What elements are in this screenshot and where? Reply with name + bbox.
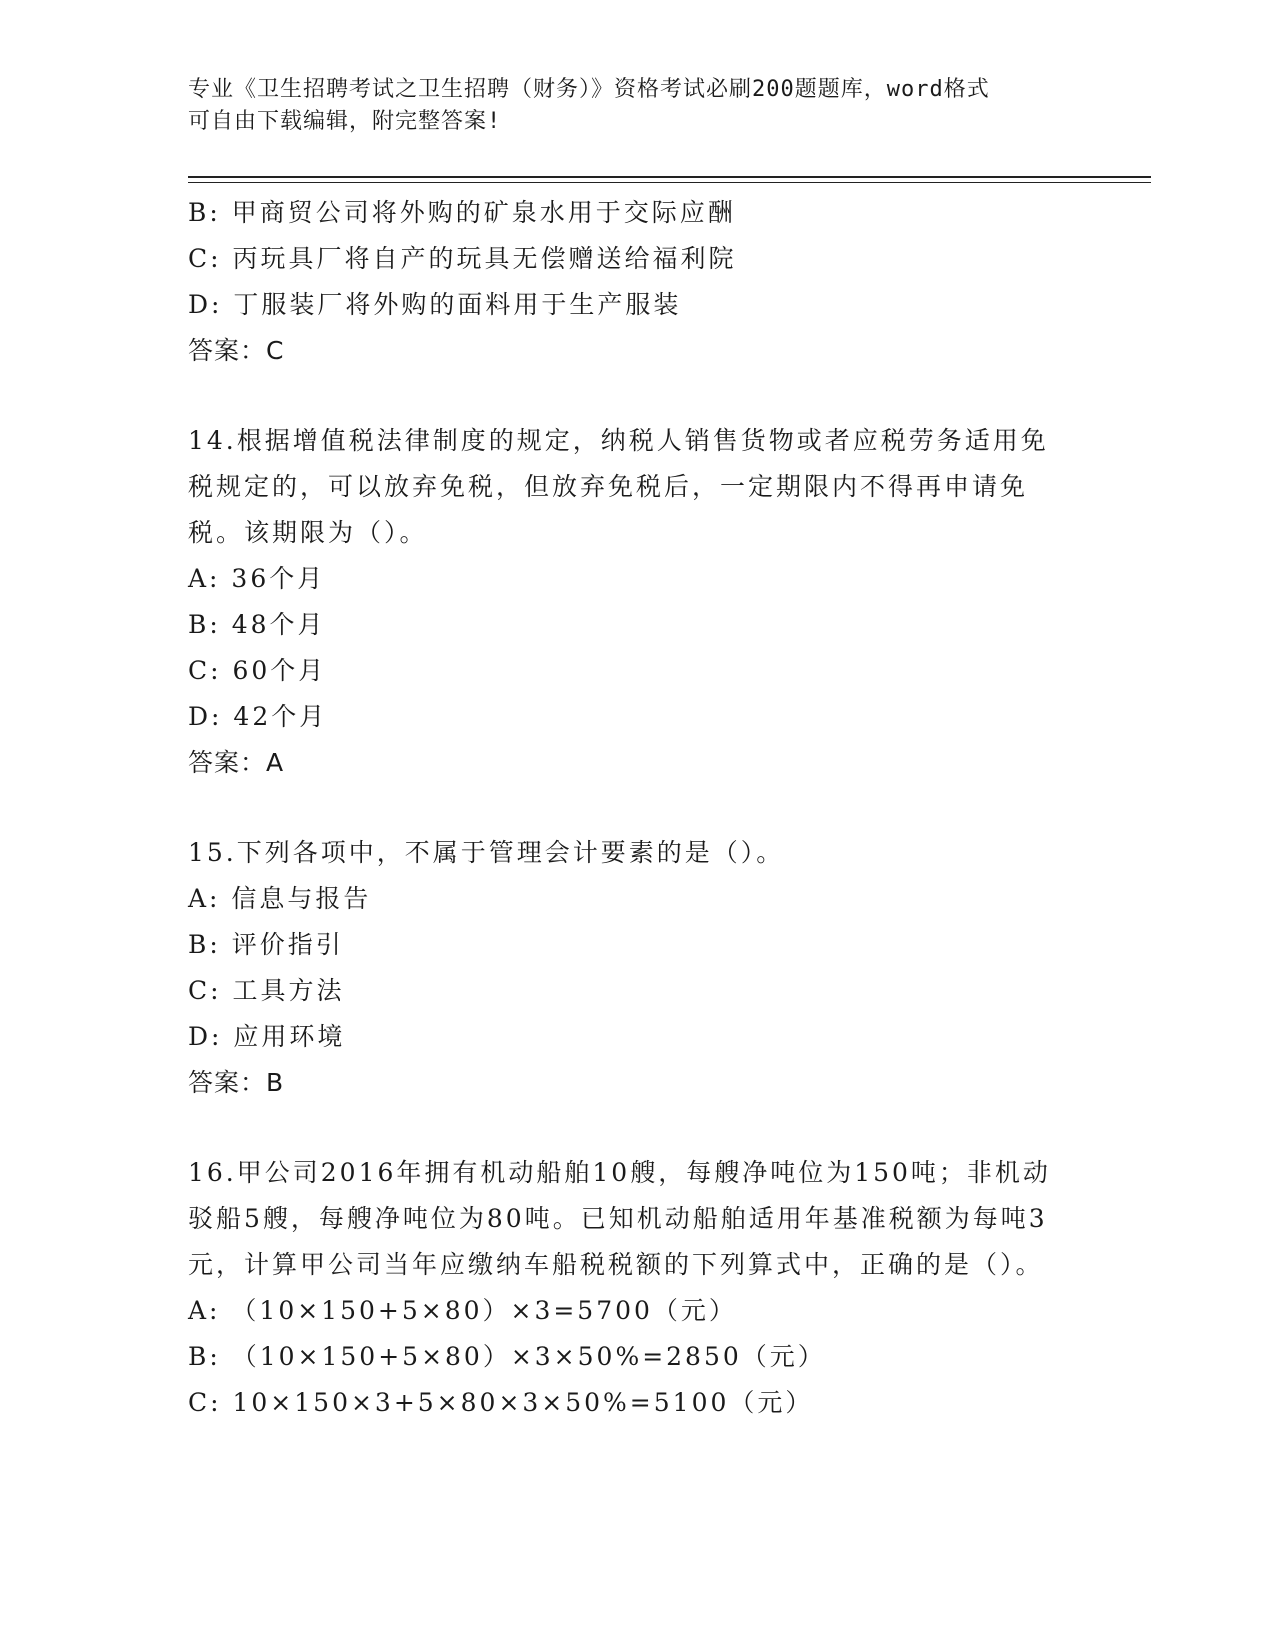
option-a: A: （10×150+5×80）×3=5700（元） <box>188 1296 737 1325</box>
header-rule-thin <box>188 182 1151 183</box>
question-14-stem: 14.根据增值税法律制度的规定，纳税人销售货物或者应税劳务适用免税规定的，可以放弃免税，但放弃免税后，一定期限内不得再申请免税。该期限为（）。 <box>188 426 1049 547</box>
question-list <box>188 190 1068 1426</box>
question-13 <box>188 190 1068 374</box>
option-c: C: 丙玩具厂将自产的玩具无偿赠送给福利院 <box>188 244 737 273</box>
answer-15: 答案：B <box>188 1068 285 1097</box>
header-rule-thick <box>188 176 1151 178</box>
header-line-1: 专业《卫生招聘考试之卫生招聘（财务）》资格考试必刷200题题库，word格式 <box>188 77 990 102</box>
option-d: D: 应用环境 <box>188 1022 346 1051</box>
option-d: D: 丁服装厂将外购的面料用于生产服装 <box>188 290 682 319</box>
option-b: B: 48个月 <box>188 610 326 639</box>
option-c: C: 60个月 <box>188 656 327 685</box>
option-b: B: 甲商贸公司将外购的矿泉水用于交际应酬 <box>188 198 736 227</box>
question-16-stem: 16.甲公司2016年拥有机动船舶10艘，每艘净吨位为150吨；非机动驳船5艘，每艘净吨位为80吨。已知机动船舶适用年基准税额为每吨3元，计算甲公司当年应缴纳车船税税额的下列算式中，正确的是（）。 <box>188 1158 1051 1279</box>
answer-14: 答案：A <box>188 748 285 777</box>
option-d: D: 42个月 <box>188 702 328 731</box>
question-15-stem: 15.下列各项中，不属于管理会计要素的是（）。 <box>188 838 785 867</box>
option-c: C: 工具方法 <box>188 976 345 1005</box>
option-b: B: （10×150+5×80）×3×50%=2850（元） <box>188 1342 826 1371</box>
header-line-2: 可自由下载编辑，附完整答案! <box>188 109 502 134</box>
question-14 <box>188 418 1068 786</box>
answer-13: 答案：C <box>188 336 285 365</box>
question-16 <box>188 1150 1068 1426</box>
page-header <box>188 74 1088 138</box>
option-b: B: 评价指引 <box>188 930 344 959</box>
option-c: C: 10×150×3+5×80×3×50%=5100（元） <box>188 1388 814 1417</box>
option-a: A: 信息与报告 <box>188 884 372 913</box>
question-15 <box>188 830 1068 1106</box>
option-a: A: 36个月 <box>188 564 326 593</box>
